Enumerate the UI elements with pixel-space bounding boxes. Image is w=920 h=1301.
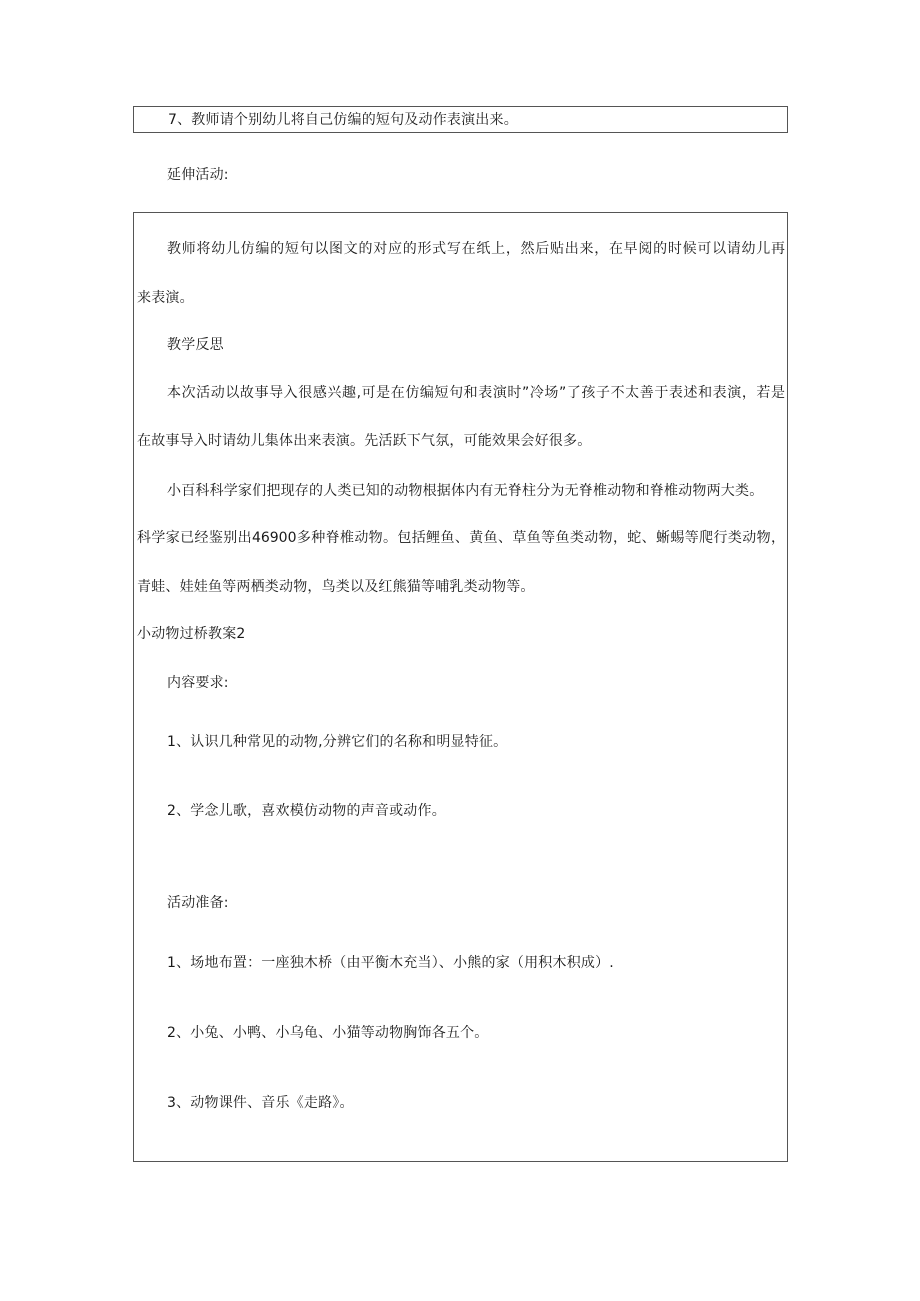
item-7-text: 7、教师请个别幼儿将自己仿编的短句及动作表演出来。 (168, 112, 518, 128)
preparation-item-2: 2、小兔、小鸭、小乌龟、小猫等动物胸饰各五个。 (167, 1025, 489, 1041)
extension-paragraph-line-1: 教师将幼儿仿编的短句以图文的对应的形式写在纸上，然后贴出来，在早阅的时候可以请幼儿再 (167, 241, 785, 257)
requirement-item-2: 2、学念儿歌，喜欢模仿动物的声音或动作。 (167, 803, 446, 819)
preparation-item-1: 1、场地布置：一座独木桥（由平衡木充当）、小熊的家（用积木积成）. (167, 955, 614, 971)
top-table-cell (133, 106, 788, 133)
preparation-item-3: 3、动物课件、音乐《走路》。 (167, 1095, 354, 1111)
content-requirements-heading: 内容要求: (167, 675, 229, 691)
main-table-cell (133, 212, 788, 1162)
extension-paragraph-line-2: 来表演。 (137, 290, 194, 306)
science-paragraph-line-2: 科学家已经鉴别出46900多种脊椎动物。包括鲤鱼、黄鱼、草鱼等鱼类动物，蛇、蜥蜴等爬行类动物， (137, 530, 785, 546)
reflection-heading: 教学反思 (167, 337, 224, 353)
lesson-2-title: 小动物过桥教案2 (137, 626, 246, 642)
reflection-paragraph-line-2: 在故事导入时请幼儿集体出来表演。先活跃下气氛，可能效果会好很多。 (137, 433, 592, 449)
requirement-item-1: 1、认识几种常见的动物,分辨它们的名称和明显特征。 (167, 734, 508, 750)
science-paragraph-line-3: 青蛙、娃娃鱼等两栖类动物，鸟类以及红熊猫等哺乳类动物等。 (137, 579, 535, 595)
science-paragraph-line-1: 小百科科学家们把现存的人类已知的动物根据体内有无脊柱分为无脊椎动物和脊椎动物两大类。 (167, 483, 764, 499)
preparation-heading: 活动准备: (167, 895, 229, 911)
extension-heading: 延伸活动: (167, 167, 229, 183)
reflection-paragraph-line-1: 本次活动以故事导入很感兴趣,可是在仿编短句和表演时”冷场”了孩子不太善于表述和表演，若是 (167, 385, 785, 401)
